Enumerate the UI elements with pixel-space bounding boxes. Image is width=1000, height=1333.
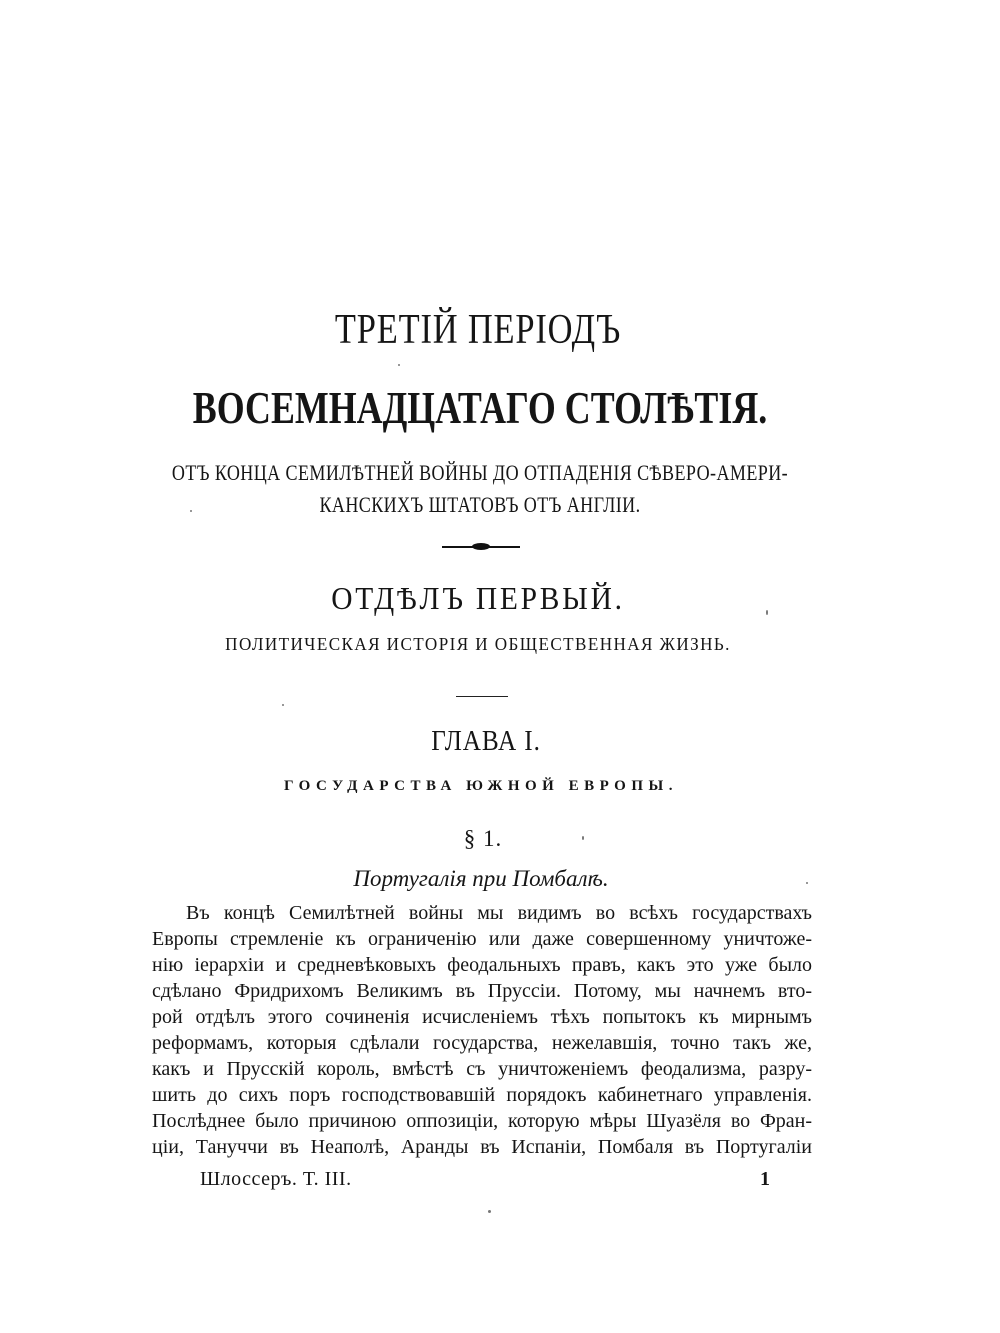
body-line: Европы стремленіе къ ограниченію или даже совершенному уничтоже- [152, 928, 812, 950]
body-line: шить до сихъ поръ господствовавшій порядокъ кабинетнаго управленія. [152, 1084, 812, 1106]
page-number: 1 [760, 1168, 770, 1190]
period-subtitle-line-2: КАНСКИХЪ ШТАТОВЪ ОТЪ АНГЛІИ. [319, 492, 641, 517]
scan-speck [488, 1210, 491, 1213]
chapter-title: ГЛАВА I. [431, 726, 541, 757]
scan-speck [282, 704, 284, 706]
body-line: сдѣлано Фридрихомъ Великимъ въ Пруссіи. Потому, мы начнемъ вто- [152, 980, 812, 1002]
body-line: Послѣднее было причиною оппозиціи, которую мѣры Шуазёля во Фран- [152, 1110, 812, 1132]
body-text [152, 900, 812, 1160]
scan-speck [806, 882, 808, 884]
century-title: ВОСЕМНАДЦАТАГО СТОЛѢТІЯ. [192, 382, 768, 433]
scan-speck [582, 836, 584, 840]
period-subtitle-line-1: ОТЪ КОНЦА СЕМИЛѢТНЕЙ ВОЙНЫ ДО ОТПАДЕНІЯ СѢВЕРО-АМЕРИ- [171, 460, 789, 485]
section-subtitle: ПОЛИТИЧЕСКАЯ ИСТОРІЯ И ОБЩЕСТВЕННАЯ ЖИЗНЬ. [225, 634, 731, 654]
paragraph-heading: Португалія при Помбалѣ. [353, 866, 609, 891]
body-line: реформамъ, которыя сдѣлали государства, нежелавшія, точно такъ же, [152, 1032, 812, 1054]
period-subtitle [86, 457, 873, 521]
scan-speck [398, 364, 400, 366]
ornamental-rule-center [472, 543, 490, 550]
body-line: нію іерархіи и средневѣковыхъ феодальныхъ правъ, какъ это уже было [152, 954, 812, 976]
body-line: рой отдѣлъ этого сочиненія исчисленіемъ тѣхъ попытокъ къ мирнымъ [152, 1006, 812, 1028]
paragraph-number: § 1. [463, 826, 503, 851]
footer-signature: Шлоссеръ. Т. III. [200, 1168, 352, 1190]
divider-rule [456, 696, 508, 697]
body-line: Въ концѣ Семилѣтней войны мы видимъ во всѣхъ государствахъ [186, 902, 812, 924]
chapter-subtitle: ГОСУДАРСТВА ЮЖНОЙ ЕВРОПЫ. [284, 778, 678, 794]
page-footer [200, 1168, 770, 1196]
body-line: какъ и Прусскій король, вмѣстѣ съ уничтоженіемъ феодализма, разру- [152, 1058, 812, 1080]
scan-speck [766, 610, 768, 615]
section-title: ОТДѢЛЪ ПЕРВЫЙ. [331, 580, 625, 616]
body-line: ціи, Тануччи въ Неаполѣ, Аранды въ Испаніи, Помбаля въ Португаліи [152, 1136, 812, 1158]
scan-speck [190, 510, 192, 512]
period-title: ТРЕТІЙ ПЕРІОДЪ [334, 307, 622, 353]
